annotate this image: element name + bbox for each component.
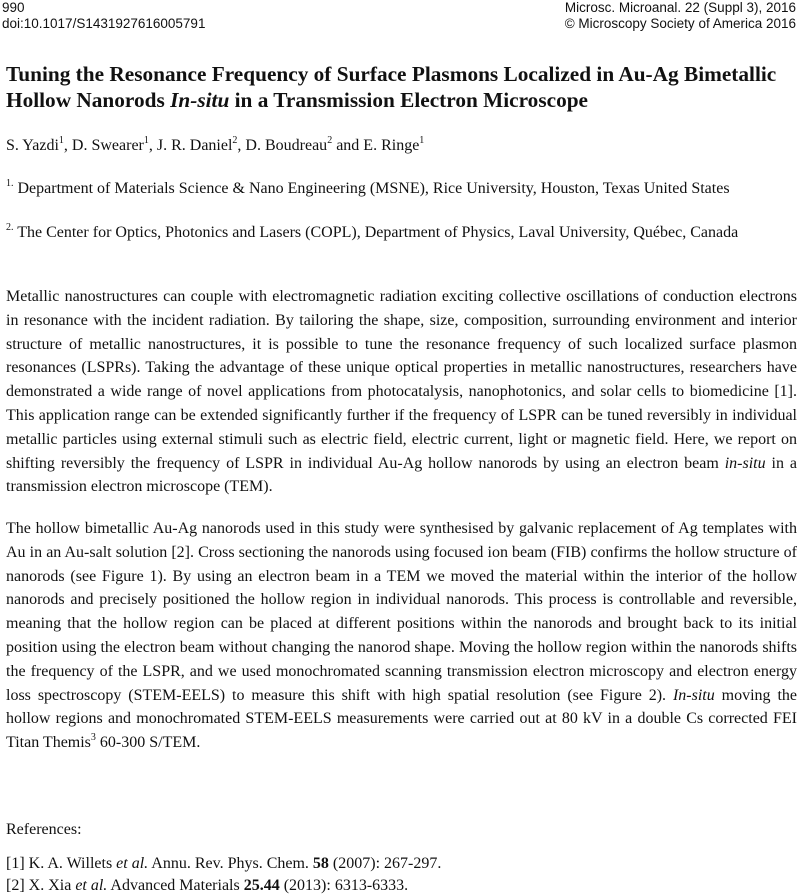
- paper-title: [6, 61, 798, 113]
- page-number: 990: [2, 0, 25, 15]
- reference-item: [2] X. Xia et al. Advanced Materials 25.44 (2013): 6313-6333.: [6, 877, 409, 894]
- abstract-paragraph-1: Metallic nanostructures can couple with electromagnetic radiation exciting collective oscillations of conduction electrons in resonance with the incident radiation. By tailoring the shape, size, composition, surrounding environment and interior structure of metallic nanostructures, it is possible to tune the resonance frequency of such localized surface plasmon resonances (LSPRs). Taking the advantage of these unique optical properties in metallic nanostructures, researchers have demonstrated a wide range of novel applications from photocatalysis, nanophotonics, and solar cells to biomedicine [1]. This application range can be extended significantly further if the frequency of LSPR can be tuned reversibly in individual metallic particles using external stimuli such as electric field, electric current, light or magnetic field. Here, we report on shifting reversibly the frequency of LSPR in individual Au-Ag hollow nanorods by using an electron beam in-situ in a transmission electron microscope (TEM).: [6, 288, 798, 496]
- author: S. Yazdi$^1$,: [6, 135, 72, 154]
- title-part-1: Tuning the Resonance Frequency of Surface Plasmons Localized in Au-Ag Bimetallic Hollow Nanorods: [6, 62, 777, 112]
- doi: doi:10.1017/S1431927616005791: [2, 16, 206, 31]
- affiliation-1: $^{1.}$ Department of Materials Science & Nano Engineering (MSNE), Rice University, Houston, Texas United States: [6, 178, 730, 197]
- journal-citation: Microsc. Microanal. 22 (Suppl 3), 2016: [564, 0, 796, 15]
- header-right: [565, 0, 796, 32]
- references-heading: References:: [6, 821, 82, 838]
- title-italic: In-situ: [170, 88, 230, 112]
- affiliation-2: $^{2.}$ The Center for Optics, Photonics and Lasers (COPL), Department of Physics, Laval University, Québec, Canada: [6, 222, 739, 241]
- author-list: [6, 136, 424, 156]
- author: E. Ringe$^1$: [363, 135, 425, 154]
- reference-item: [1] K. A. Willets et al. Annu. Rev. Phys. Chem. 58 (2007): 267-297.: [6, 855, 442, 872]
- author: D. Boudreau$^2$ and: [245, 135, 364, 154]
- running-header: [0, 0, 800, 34]
- copyright: © Microscopy Society of America 2016: [564, 16, 796, 31]
- author: D. Swearer$^1$,: [71, 135, 157, 154]
- author: J. R. Daniel$^2$,: [156, 135, 246, 154]
- abstract-paragraph-2: The hollow bimetallic Au-Ag nanorods used in this study were synthesised by galvanic replacement of Ag templates with Au in an Au-salt solution [2]. Cross sectioning the nanorods using focused ion beam (FIB) confirms the hollow structure of nanorods (see Figure 1). By using an electron beam in a TEM we moved the material within the interior of the hollow nanorods and precisely positioned the hollow region in individual nanorods. This process is controllable and reversible, meaning that the hollow region can be placed at different positions within the nanorods and brought back to its initial position using the electron beam without changing the nanorod shape. Moving the hollow region within the nanorods shifts the frequency of the LSPR, and we used monochromated scanning transmission electron microscopy and electron energy loss spectroscopy (STEM-EELS) to measure this shift with high spatial resolution (see Figure 2). In-situ moving the hollow regions and monochromated STEM-EELS measurements were carried out at 80 kV in a double Cs corrected FEI Titan Themis$^3$ 60-300 S/TEM.: [6, 520, 798, 752]
- title-part-2: in a Transmission Electron Microscope: [229, 88, 589, 112]
- header-left: [2, 0, 205, 32]
